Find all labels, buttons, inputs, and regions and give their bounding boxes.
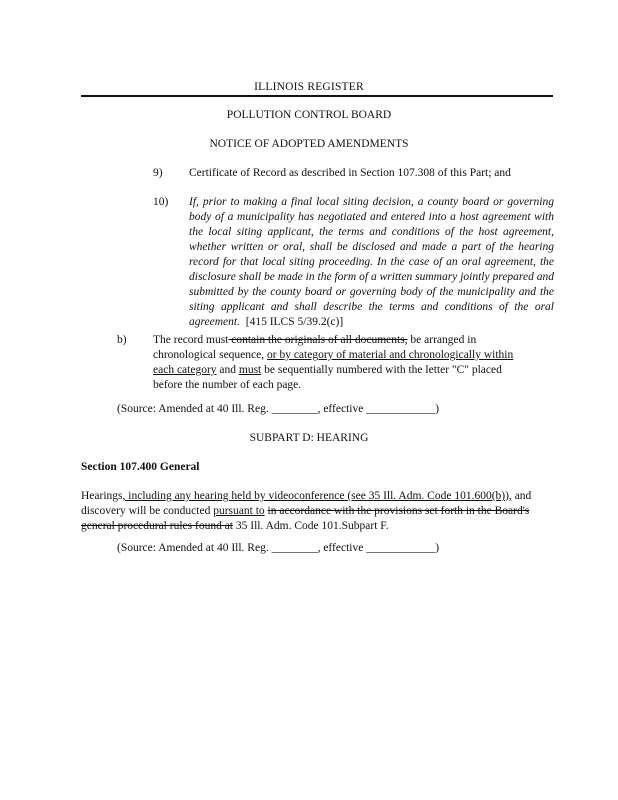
item-b-text: The record must contain the originals of all documents, be arranged in chronological sequence, or by category of material and chronologically within each category and must be sequentially numbered with the letter "C" placed before the number of each page. [153,334,514,391]
inserted-text: or by category of material and chronologically within each category [153,349,514,376]
header-rule [81,95,553,97]
item-9-text: Certificate of Record as described in Section 107.308 of this Part; and [189,167,511,179]
item-10-statute-text: If, prior to making a final local siting decision, a county board or governing body of a municipality has negotiated and entered into a host agreement with the local siting applicant, the terms and conditions of the host agreement, whether written or oral, shall be disclosed and made a part of the hearing record for that local siting proceeding. In the case of an oral agreement, the disclosure shall be made in the form of a written summary jointly prepared and submitted by the county board or governing body of the municipality and the siting applicant and shall describe the terms and conditions of the oral agreement. [189,196,554,328]
item-9-number: 9) [153,167,163,179]
notice-title: NOTICE OF ADOPTED AMENDMENTS [209,138,409,150]
struck-text: contain the originals of all documents, [228,334,408,346]
item-10-number: 10) [153,196,169,208]
item-10-text [189,195,554,330]
inserted-text: must [238,364,262,376]
source-note-1: (Source: Amended at 40 Ill. Reg. ________, effective ____________) [117,403,440,415]
source-note-2: (Source: Amended at 40 Ill. Reg. ________, effective ____________) [117,542,440,554]
item-b-number: b) [117,334,127,346]
inserted-text: pursuant to [213,505,265,517]
inserted-text: , including any hearing held by videoconference (see 35 Ill. Adm. Code 101.600(b)), [122,490,512,502]
item-10-citation: [415 ILCS 5/39.2(c)] [245,316,344,328]
agency-name: POLLUTION CONTROL BOARD [226,109,392,121]
subpart-heading: SUBPART D: HEARING [249,432,369,444]
section-heading: Section 107.400 General [81,461,200,473]
section-body: Hearings, including any hearing held by videoconference (see 35 Ill. Adm. Code 101.600(b)), and discovery will be conducted pursuant to in accordance with the provisions set forth in the Board's general procedural rules found at 35 Ill. Adm. Code 101.Subpart F. [81,490,532,532]
register-title: ILLINOIS REGISTER [254,81,364,93]
struck-text: in accordance with the provisions set forth in the Board's general procedural rules found at [81,505,530,532]
